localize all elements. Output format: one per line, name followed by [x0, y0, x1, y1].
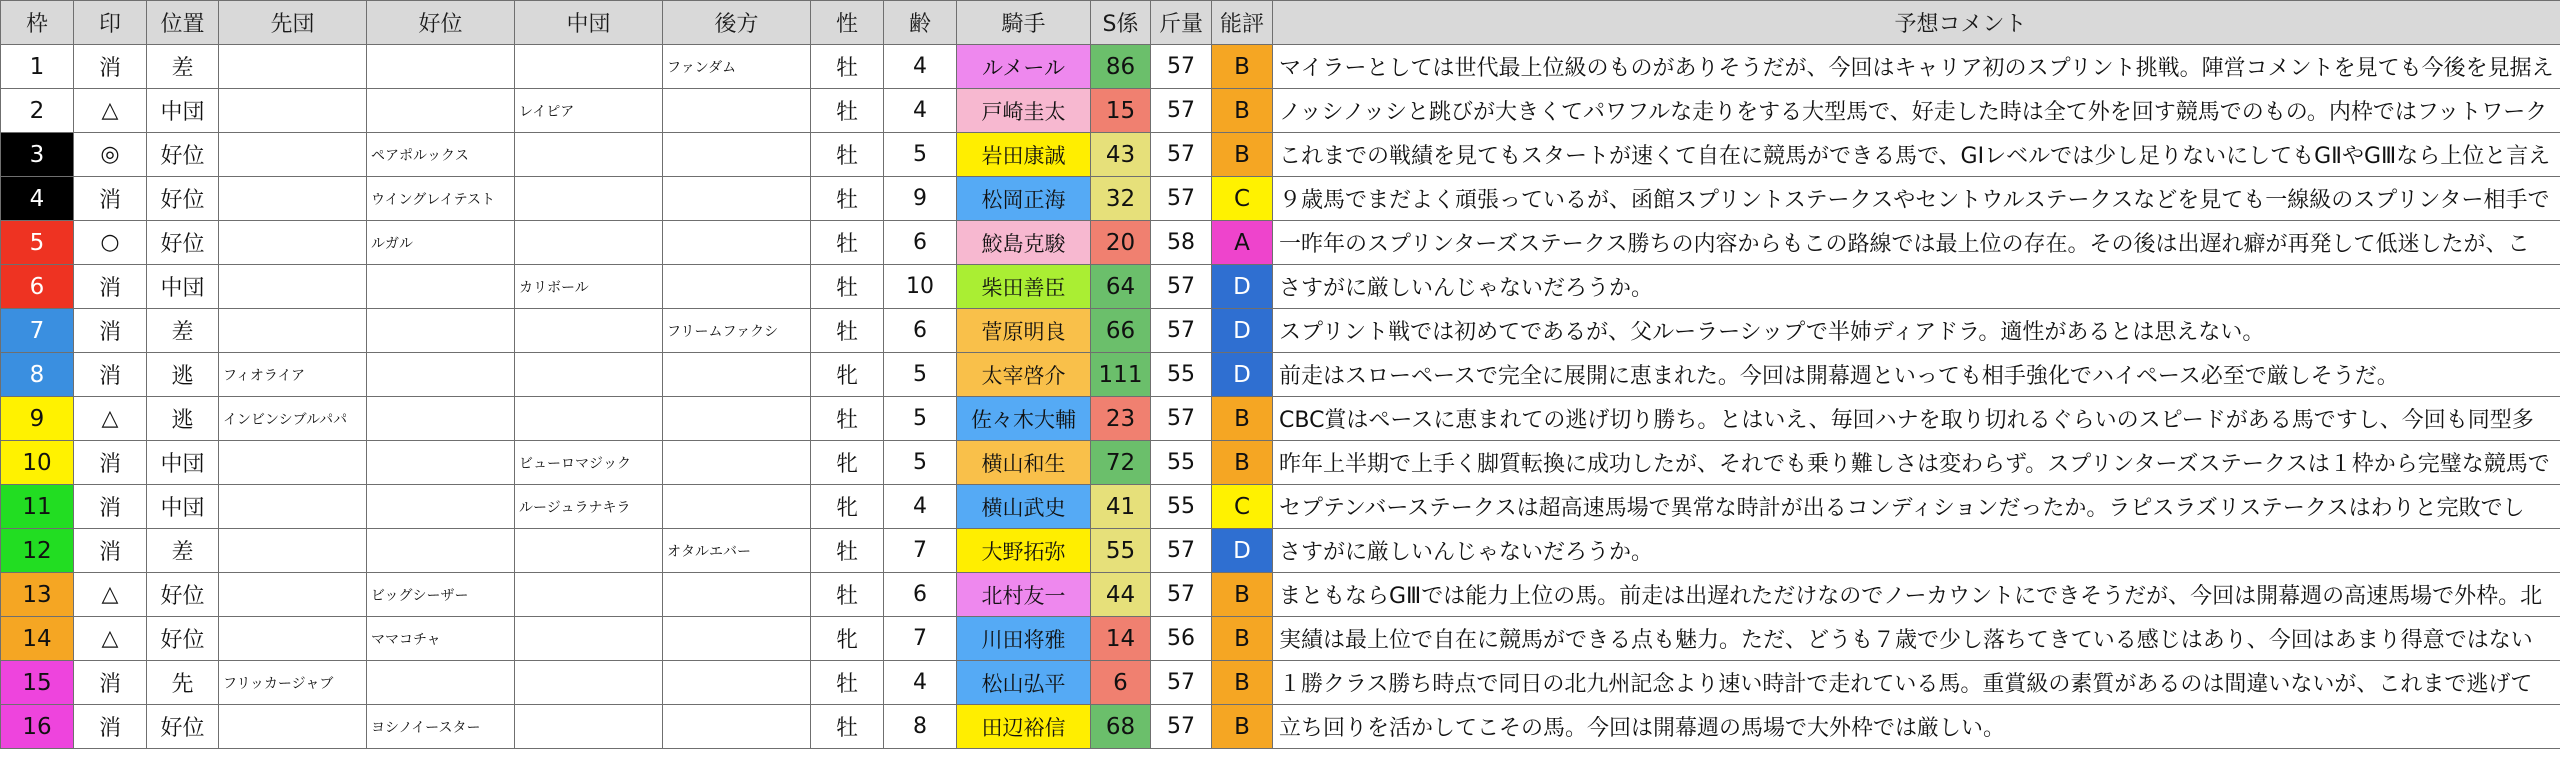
age-cell[interactable]: 6	[884, 309, 957, 353]
frame-cell[interactable]: 7	[1, 309, 74, 353]
front-horse-cell[interactable]	[219, 441, 367, 485]
sex-cell[interactable]: 牡	[811, 573, 884, 617]
position-cell[interactable]: 逃	[147, 397, 219, 441]
header-comment[interactable]: 予想コメント	[1273, 1, 2560, 45]
comment-cell[interactable]: 前走はスローペースで完全に展開に恵まれた。今回は開幕週といっても相手強化でハイペース必至で厳しそうだ。	[1273, 353, 2560, 397]
back-horse-cell[interactable]	[663, 485, 811, 529]
back-horse-cell[interactable]	[663, 441, 811, 485]
table-row	[1, 573, 2560, 617]
table-row	[1, 397, 2560, 441]
good-horse-cell[interactable]	[367, 353, 515, 397]
header-weight[interactable]: 斤量	[1151, 1, 1212, 45]
rating-cell[interactable]: D	[1212, 353, 1273, 397]
header-frame[interactable]: 枠	[1, 1, 74, 45]
mark-cell[interactable]: △	[74, 617, 147, 661]
mid-horse-cell[interactable]	[515, 353, 663, 397]
comment-cell[interactable]: １勝クラス勝ち時点で同日の北九州記念より速い時計で走れている馬。重賞級の素質があるのは間違いないが、これまで逃げて	[1273, 661, 2560, 705]
frame-cell[interactable]: 16	[1, 705, 74, 749]
sex-cell[interactable]: 牡	[811, 265, 884, 309]
rating-cell[interactable]: B	[1212, 133, 1273, 177]
comment-cell[interactable]: CBC賞はペースに恵まれての逃げ切り勝ち。とはいえ、毎回ハナを取り切れるぐらいのスピードがある馬ですし、今回も同型多	[1273, 397, 2560, 441]
weight-cell[interactable]: 58	[1151, 221, 1212, 265]
age-cell[interactable]: 4	[884, 661, 957, 705]
jockey-cell[interactable]: 鮫島克駿	[957, 221, 1091, 265]
sex-cell[interactable]: 牝	[811, 617, 884, 661]
position-cell[interactable]: 先	[147, 661, 219, 705]
mid-horse-cell[interactable]	[515, 45, 663, 89]
comment-cell[interactable]: これまでの戦績を見てもスタートが速くて自在に競馬ができる馬で、GⅠレベルでは少し足りないにしてもGⅡやGⅢなら上位と言え	[1273, 133, 2560, 177]
front-horse-cell[interactable]	[219, 617, 367, 661]
position-cell[interactable]: 差	[147, 529, 219, 573]
mark-cell[interactable]: △	[74, 397, 147, 441]
s-coef-cell[interactable]: 72	[1091, 441, 1151, 485]
mark-cell[interactable]: ◎	[74, 133, 147, 177]
s-coef-cell[interactable]: 111	[1091, 353, 1151, 397]
header-back[interactable]: 後方	[663, 1, 811, 45]
comment-cell[interactable]: ノッシノッシと跳びが大きくてパワフルな走りをする大型馬で、好走した時は全て外を回す競馬でのもの。内枠ではフットワーク	[1273, 89, 2560, 133]
frame-cell[interactable]: 14	[1, 617, 74, 661]
rating-cell[interactable]: B	[1212, 397, 1273, 441]
front-horse-cell[interactable]	[219, 529, 367, 573]
header-position[interactable]: 位置	[147, 1, 219, 45]
position-cell[interactable]: 差	[147, 45, 219, 89]
mark-cell[interactable]: 消	[74, 485, 147, 529]
age-cell[interactable]: 4	[884, 485, 957, 529]
mark-cell[interactable]: 消	[74, 705, 147, 749]
good-horse-cell[interactable]: ママコチャ	[367, 617, 515, 661]
rating-cell[interactable]: B	[1212, 45, 1273, 89]
s-coef-cell[interactable]: 23	[1091, 397, 1151, 441]
back-horse-cell[interactable]	[663, 573, 811, 617]
good-horse-cell[interactable]	[367, 485, 515, 529]
header-age[interactable]: 齢	[884, 1, 957, 45]
weight-cell[interactable]: 55	[1151, 353, 1212, 397]
back-horse-cell[interactable]	[663, 617, 811, 661]
comment-cell[interactable]: セプテンバーステークスは超高速馬場で異常な時計が出るコンディションだったか。ラピスラズリステークスはわりと完敗でし	[1273, 485, 2560, 529]
weight-cell[interactable]: 57	[1151, 177, 1212, 221]
header-mark[interactable]: 印	[74, 1, 147, 45]
back-horse-cell[interactable]: フリームファクシ	[663, 309, 811, 353]
front-horse-cell[interactable]	[219, 45, 367, 89]
rating-cell[interactable]: A	[1212, 221, 1273, 265]
good-horse-cell[interactable]	[367, 529, 515, 573]
rating-cell[interactable]: B	[1212, 661, 1273, 705]
frame-cell[interactable]: 11	[1, 485, 74, 529]
rating-cell[interactable]: B	[1212, 705, 1273, 749]
comment-cell[interactable]: まともならGⅢでは能力上位の馬。前走は出遅れただけなのでノーカウントにできそうだが、今回は開幕週の高速馬場で外枠。北	[1273, 573, 2560, 617]
weight-cell[interactable]: 57	[1151, 705, 1212, 749]
front-horse-cell[interactable]	[219, 221, 367, 265]
age-cell[interactable]: 5	[884, 353, 957, 397]
header-row	[1, 1, 2560, 45]
jockey-cell[interactable]: 岩田康誠	[957, 133, 1091, 177]
mark-cell[interactable]: 消	[74, 265, 147, 309]
position-cell[interactable]: 中団	[147, 265, 219, 309]
jockey-cell[interactable]: 横山武史	[957, 485, 1091, 529]
back-horse-cell[interactable]	[663, 89, 811, 133]
jockey-cell[interactable]: 菅原明良	[957, 309, 1091, 353]
table-row	[1, 265, 2560, 309]
age-cell[interactable]: 5	[884, 397, 957, 441]
s-coef-cell[interactable]: 41	[1091, 485, 1151, 529]
position-cell[interactable]: 好位	[147, 177, 219, 221]
weight-cell[interactable]: 57	[1151, 89, 1212, 133]
s-coef-cell[interactable]: 86	[1091, 45, 1151, 89]
mid-horse-cell[interactable]	[515, 177, 663, 221]
weight-cell[interactable]: 57	[1151, 265, 1212, 309]
mark-cell[interactable]: 消	[74, 661, 147, 705]
table-row	[1, 617, 2560, 661]
weight-cell[interactable]: 57	[1151, 309, 1212, 353]
rating-cell[interactable]: D	[1212, 309, 1273, 353]
good-horse-cell[interactable]	[367, 265, 515, 309]
back-horse-cell[interactable]	[663, 177, 811, 221]
front-horse-cell[interactable]: インビンシブルパパ	[219, 397, 367, 441]
front-horse-cell[interactable]: フリッカージャブ	[219, 661, 367, 705]
header-s-coef[interactable]: S係	[1091, 1, 1151, 45]
position-cell[interactable]: 中団	[147, 485, 219, 529]
front-horse-cell[interactable]	[219, 485, 367, 529]
rating-cell[interactable]: D	[1212, 529, 1273, 573]
front-horse-cell[interactable]: フィオライア	[219, 353, 367, 397]
rating-cell[interactable]: B	[1212, 89, 1273, 133]
sex-cell[interactable]: 牝	[811, 353, 884, 397]
age-cell[interactable]: 7	[884, 617, 957, 661]
good-horse-cell[interactable]	[367, 45, 515, 89]
frame-cell[interactable]: 3	[1, 133, 74, 177]
jockey-cell[interactable]: 松岡正海	[957, 177, 1091, 221]
mark-cell[interactable]: △	[74, 573, 147, 617]
mid-horse-cell[interactable]	[515, 133, 663, 177]
comment-cell[interactable]: 一昨年のスプリンターズステークス勝ちの内容からもこの路線では最上位の存在。その後は出遅れ癖が再発して低迷したが、こ	[1273, 221, 2560, 265]
mid-horse-cell[interactable]	[515, 705, 663, 749]
good-horse-cell[interactable]: ビッグシーザー	[367, 573, 515, 617]
mid-horse-cell[interactable]: ビューロマジック	[515, 441, 663, 485]
mark-cell[interactable]: 消	[74, 177, 147, 221]
jockey-cell[interactable]: ルメール	[957, 45, 1091, 89]
comment-cell[interactable]: さすがに厳しいんじゃないだろうか。	[1273, 529, 2560, 573]
weight-cell[interactable]: 57	[1151, 661, 1212, 705]
mark-cell[interactable]: 消	[74, 441, 147, 485]
header-mid[interactable]: 中団	[515, 1, 663, 45]
age-cell[interactable]: 7	[884, 529, 957, 573]
header-jockey[interactable]: 騎手	[957, 1, 1091, 45]
frame-cell[interactable]: 10	[1, 441, 74, 485]
table-row	[1, 353, 2560, 397]
back-horse-cell[interactable]	[663, 705, 811, 749]
good-horse-cell[interactable]: ヨシノイースター	[367, 705, 515, 749]
rating-cell[interactable]: C	[1212, 485, 1273, 529]
jockey-cell[interactable]: 太宰啓介	[957, 353, 1091, 397]
s-coef-cell[interactable]: 6	[1091, 661, 1151, 705]
comment-cell[interactable]: マイラーとしては世代最上位級のものがありそうだが、今回はキャリア初のスプリント挑戦。陣営コメントを見ても今後を見据え	[1273, 45, 2560, 89]
age-cell[interactable]: 10	[884, 265, 957, 309]
header-front[interactable]: 先団	[219, 1, 367, 45]
sex-cell[interactable]: 牡	[811, 221, 884, 265]
comment-cell[interactable]: 立ち回りを活かしてこその馬。今回は開幕週の馬場で大外枠では厳しい。	[1273, 705, 2560, 749]
mid-horse-cell[interactable]	[515, 661, 663, 705]
mid-horse-cell[interactable]	[515, 573, 663, 617]
frame-cell[interactable]: 12	[1, 529, 74, 573]
age-cell[interactable]: 5	[884, 441, 957, 485]
jockey-cell[interactable]: 戸崎圭太	[957, 89, 1091, 133]
rating-cell[interactable]: B	[1212, 617, 1273, 661]
rating-cell[interactable]: B	[1212, 573, 1273, 617]
good-horse-cell[interactable]	[367, 661, 515, 705]
age-cell[interactable]: 9	[884, 177, 957, 221]
position-cell[interactable]: 逃	[147, 353, 219, 397]
position-cell[interactable]: 好位	[147, 705, 219, 749]
weight-cell[interactable]: 57	[1151, 529, 1212, 573]
position-cell[interactable]: 差	[147, 309, 219, 353]
good-horse-cell[interactable]	[367, 441, 515, 485]
position-cell[interactable]: 好位	[147, 573, 219, 617]
weight-cell[interactable]: 55	[1151, 441, 1212, 485]
rating-cell[interactable]: D	[1212, 265, 1273, 309]
age-cell[interactable]: 4	[884, 89, 957, 133]
good-horse-cell[interactable]	[367, 89, 515, 133]
back-horse-cell[interactable]	[663, 265, 811, 309]
rating-cell[interactable]: B	[1212, 441, 1273, 485]
front-horse-cell[interactable]	[219, 309, 367, 353]
jockey-cell[interactable]: 川田将雅	[957, 617, 1091, 661]
table-row	[1, 133, 2560, 177]
table-row	[1, 705, 2560, 749]
comment-cell[interactable]: スプリント戦では初めてであるが、父ルーラーシップで半姉ディアドラ。適性があるとは思えない。	[1273, 309, 2560, 353]
age-cell[interactable]: 6	[884, 573, 957, 617]
mid-horse-cell[interactable]	[515, 221, 663, 265]
mark-cell[interactable]: 消	[74, 529, 147, 573]
mid-horse-cell[interactable]	[515, 309, 663, 353]
jockey-cell[interactable]: 北村友一	[957, 573, 1091, 617]
table-row	[1, 441, 2560, 485]
frame-cell[interactable]: 1	[1, 45, 74, 89]
back-horse-cell[interactable]	[663, 133, 811, 177]
back-horse-cell[interactable]: ファンダム	[663, 45, 811, 89]
table-row	[1, 45, 2560, 89]
frame-cell[interactable]: 4	[1, 177, 74, 221]
mark-cell[interactable]: 消	[74, 309, 147, 353]
back-horse-cell[interactable]: オタルエバー	[663, 529, 811, 573]
frame-cell[interactable]: 13	[1, 573, 74, 617]
front-horse-cell[interactable]	[219, 133, 367, 177]
back-horse-cell[interactable]	[663, 221, 811, 265]
jockey-cell[interactable]: 大野拓弥	[957, 529, 1091, 573]
sex-cell[interactable]: 牡	[811, 397, 884, 441]
sex-cell[interactable]: 牡	[811, 705, 884, 749]
frame-cell[interactable]: 15	[1, 661, 74, 705]
jockey-cell[interactable]: 柴田善臣	[957, 265, 1091, 309]
weight-cell[interactable]: 57	[1151, 45, 1212, 89]
sex-cell[interactable]: 牝	[811, 485, 884, 529]
sex-cell[interactable]: 牡	[811, 529, 884, 573]
front-horse-cell[interactable]	[219, 705, 367, 749]
table-row	[1, 221, 2560, 265]
mid-horse-cell[interactable]	[515, 397, 663, 441]
jockey-cell[interactable]: 横山和生	[957, 441, 1091, 485]
mark-cell[interactable]: △	[74, 89, 147, 133]
s-coef-cell[interactable]: 68	[1091, 705, 1151, 749]
header-sex[interactable]: 性	[811, 1, 884, 45]
rating-cell[interactable]: C	[1212, 177, 1273, 221]
table-row	[1, 177, 2560, 221]
position-cell[interactable]: 好位	[147, 221, 219, 265]
comment-cell[interactable]: さすがに厳しいんじゃないだろうか。	[1273, 265, 2560, 309]
comment-cell[interactable]: ９歳馬でまだよく頑張っているが、函館スプリントステークスやセントウルステークスなどを見ても一線級のスプリンター相手で	[1273, 177, 2560, 221]
mark-cell[interactable]: ○	[74, 221, 147, 265]
good-horse-cell[interactable]: ルガル	[367, 221, 515, 265]
sex-cell[interactable]: 牝	[811, 441, 884, 485]
sex-cell[interactable]: 牡	[811, 661, 884, 705]
front-horse-cell[interactable]	[219, 177, 367, 221]
table-row	[1, 661, 2560, 705]
table-row	[1, 485, 2560, 529]
s-coef-cell[interactable]: 14	[1091, 617, 1151, 661]
age-cell[interactable]: 6	[884, 221, 957, 265]
table-row	[1, 89, 2560, 133]
comment-cell[interactable]: 実績は最上位で自在に競馬ができる点も魅力。ただ、どうも７歳で少し落ちてきている感じはあり、今回はあまり得意ではない	[1273, 617, 2560, 661]
jockey-cell[interactable]: 田辺裕信	[957, 705, 1091, 749]
weight-cell[interactable]: 55	[1151, 485, 1212, 529]
good-horse-cell[interactable]: ペアポルックス	[367, 133, 515, 177]
age-cell[interactable]: 8	[884, 705, 957, 749]
header-rating[interactable]: 能評	[1212, 1, 1273, 45]
table-row	[1, 309, 2560, 353]
mid-horse-cell[interactable]	[515, 617, 663, 661]
frame-cell[interactable]: 9	[1, 397, 74, 441]
mid-horse-cell[interactable]: レイピア	[515, 89, 663, 133]
age-cell[interactable]: 4	[884, 45, 957, 89]
mark-cell[interactable]: 消	[74, 353, 147, 397]
front-horse-cell[interactable]	[219, 265, 367, 309]
weight-cell[interactable]: 57	[1151, 573, 1212, 617]
mid-horse-cell[interactable]: カリボール	[515, 265, 663, 309]
weight-cell[interactable]: 57	[1151, 397, 1212, 441]
back-horse-cell[interactable]	[663, 353, 811, 397]
s-coef-cell[interactable]: 64	[1091, 265, 1151, 309]
sex-cell[interactable]: 牡	[811, 309, 884, 353]
s-coef-cell[interactable]: 15	[1091, 89, 1151, 133]
back-horse-cell[interactable]	[663, 397, 811, 441]
front-horse-cell[interactable]	[219, 573, 367, 617]
position-cell[interactable]: 好位	[147, 133, 219, 177]
good-horse-cell[interactable]	[367, 309, 515, 353]
mark-cell[interactable]: 消	[74, 45, 147, 89]
comment-cell[interactable]: 昨年上半期で上手く脚質転換に成功したが、それでも乗り難しさは変わらず。スプリンターズステークスは１枠から完璧な競馬で	[1273, 441, 2560, 485]
sex-cell[interactable]: 牡	[811, 133, 884, 177]
sex-cell[interactable]: 牡	[811, 177, 884, 221]
good-horse-cell[interactable]: ウイングレイテスト	[367, 177, 515, 221]
position-cell[interactable]: 中団	[147, 89, 219, 133]
frame-cell[interactable]: 6	[1, 265, 74, 309]
mid-horse-cell[interactable]	[515, 529, 663, 573]
s-coef-cell[interactable]: 55	[1091, 529, 1151, 573]
sex-cell[interactable]: 牡	[811, 89, 884, 133]
s-coef-cell[interactable]: 43	[1091, 133, 1151, 177]
position-cell[interactable]: 中団	[147, 441, 219, 485]
s-coef-cell[interactable]: 66	[1091, 309, 1151, 353]
frame-cell[interactable]: 2	[1, 89, 74, 133]
sex-cell[interactable]: 牡	[811, 45, 884, 89]
s-coef-cell[interactable]: 32	[1091, 177, 1151, 221]
frame-cell[interactable]: 8	[1, 353, 74, 397]
jockey-cell[interactable]: 松山弘平	[957, 661, 1091, 705]
front-horse-cell[interactable]	[219, 89, 367, 133]
frame-cell[interactable]: 5	[1, 221, 74, 265]
s-coef-cell[interactable]: 20	[1091, 221, 1151, 265]
mid-horse-cell[interactable]: ルージュラナキラ	[515, 485, 663, 529]
age-cell[interactable]: 5	[884, 133, 957, 177]
back-horse-cell[interactable]	[663, 661, 811, 705]
table-row	[1, 529, 2560, 573]
s-coef-cell[interactable]: 44	[1091, 573, 1151, 617]
jockey-cell[interactable]: 佐々木大輔	[957, 397, 1091, 441]
good-horse-cell[interactable]	[367, 397, 515, 441]
weight-cell[interactable]: 57	[1151, 133, 1212, 177]
position-cell[interactable]: 好位	[147, 617, 219, 661]
header-good-position[interactable]: 好位	[367, 1, 515, 45]
weight-cell[interactable]: 56	[1151, 617, 1212, 661]
